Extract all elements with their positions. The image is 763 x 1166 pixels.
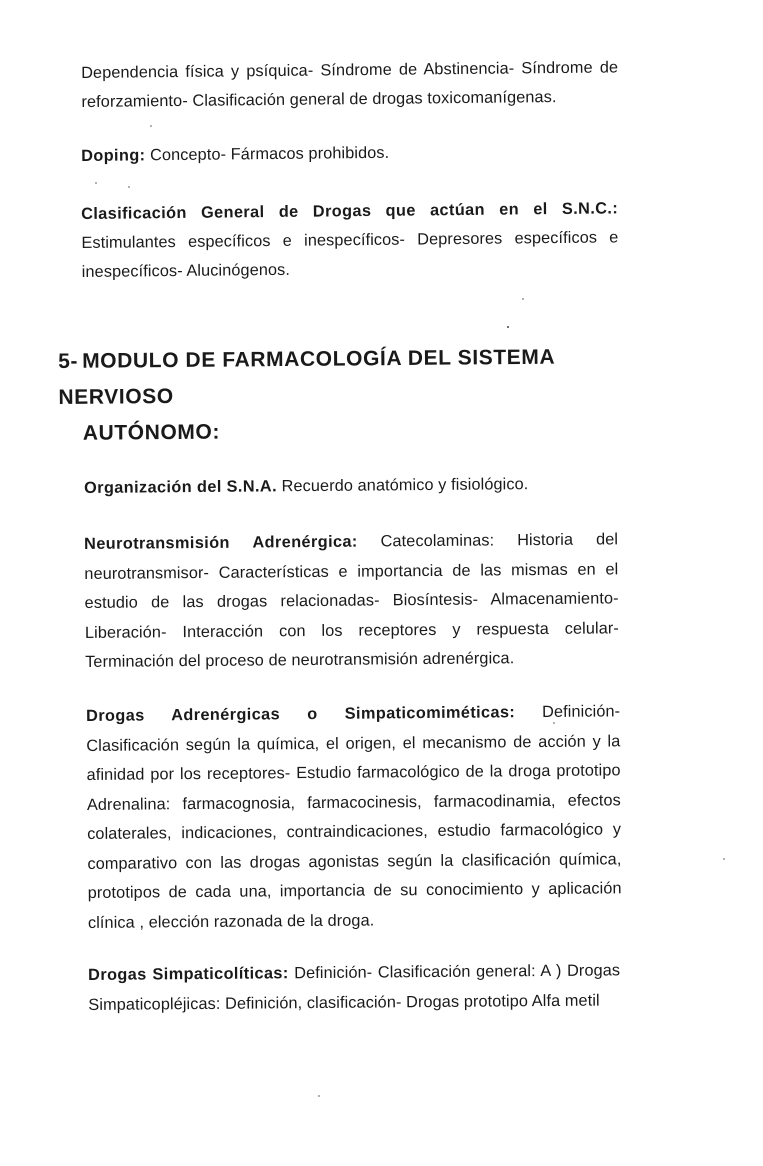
neurotransmision-text: Catecolaminas: Historia del neurotransmisor- Características e importancia de las mismas en el estudio de las drogas relacionadas- Biosíntesis- Almacenamiento- Liberación- Interacción con los receptores y respuesta celular- Terminación del proceso de neurotransmisión adrenérgica.: [84, 530, 619, 671]
neurotransmision-label: Neurotransmisión Adrenérgica:: [84, 532, 358, 553]
paragraph-doping: [81, 136, 618, 171]
clasificacion-text: Estimulantes específicos e inespecíficos- Depresores específicos e inespecíficos- Alucinógenos.: [81, 228, 619, 281]
paragraph-clasificacion: [81, 194, 619, 287]
paragraph-dependencia: [81, 53, 619, 117]
section-title-line1: MODULO DE FARMACOLOGÍA DEL SISTEMA NERVIOSO: [58, 345, 555, 409]
section-title-line2: AUTÓNOMO:: [82, 420, 221, 445]
section-number: 5-: [58, 349, 79, 373]
scan-speck: [553, 722, 555, 724]
doping-label: Doping:: [81, 146, 146, 165]
paragraph-simpaticoliticas: [88, 955, 621, 1020]
adrenergicas-label: Drogas Adrenérgicas o Simpaticomiméticas:: [86, 703, 516, 725]
adrenergicas-text: Definición- Clasificación según la química, el origen, el mecanismo de acción y la afinidad por los receptores- Estudio farmacológico de la droga prototipo Adrenalina: farmacognosia, farmacocinesis, farmacodinamia, efectos colaterales, indicaciones, contraindicaciones, estudio farmacológico y comparativo con las drogas agonistas según la clasificación química, prototipos de cada una, importancia de su conocimiento y aplicación clínica , elección razonada de la droga.: [86, 702, 622, 932]
scan-speck: [95, 182, 97, 184]
scan-speck: [318, 1095, 320, 1097]
paragraph-adrenergicas: [86, 697, 622, 938]
scan-speck: [723, 858, 725, 860]
doping-text: Concepto- Fármacos prohibidos.: [145, 143, 390, 165]
clasificacion-label: Clasificación General de Drogas que actúan en el S.N.C.:: [81, 199, 619, 223]
organizacion-label: Organización del S.N.A.: [84, 477, 278, 497]
scan-speck: [507, 326, 509, 328]
section-heading: [58, 339, 639, 452]
paragraph-dependencia-text: Dependencia física y psíquica- Síndrome de Abstinencia- Síndrome de reforzamiento- Clasificación general de drogas toxicomanígenas.: [81, 58, 619, 111]
paragraph-neurotransmision: [84, 525, 619, 677]
paragraph-organizacion: [84, 469, 621, 503]
organizacion-text: Recuerdo anatómico y fisiológico.: [276, 475, 529, 496]
simpaticoliticas-text: Definición- Clasificación general: A ) Drogas Simpaticopléjicas: Definición, clasificación- Drogas prototipo Alfa metil: [88, 961, 621, 1014]
scan-speck: [128, 186, 130, 188]
simpaticoliticas-label: Drogas Simpaticolíticas:: [88, 964, 289, 984]
scan-speck: [522, 298, 524, 300]
scan-speck: [150, 125, 152, 127]
